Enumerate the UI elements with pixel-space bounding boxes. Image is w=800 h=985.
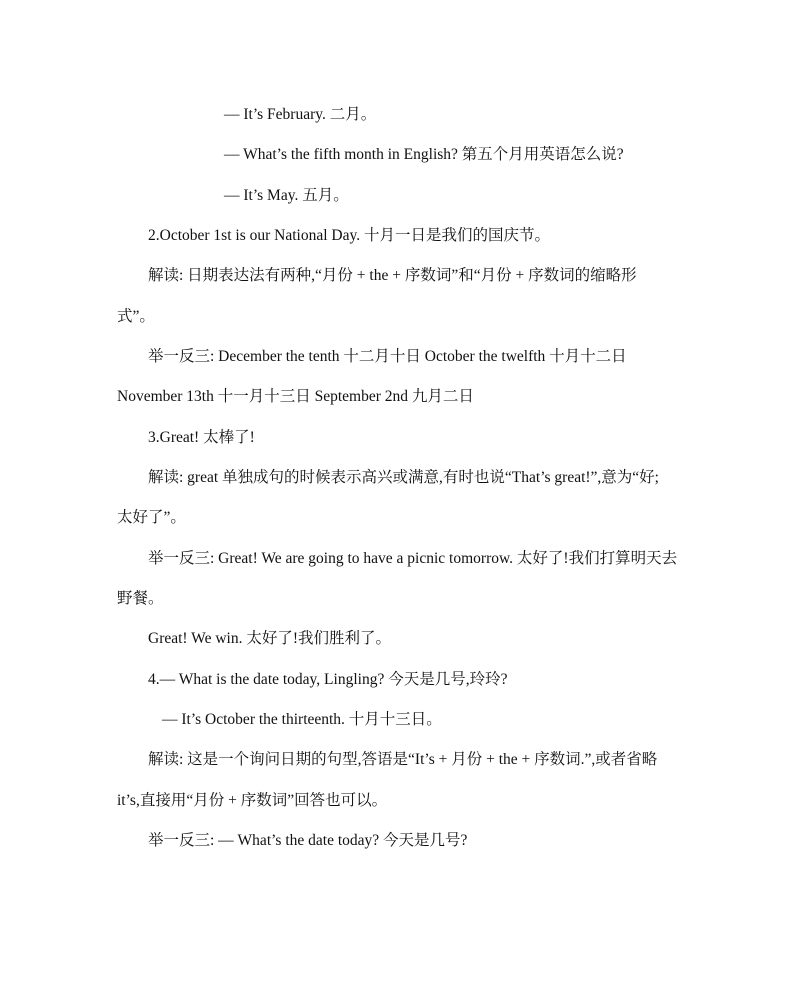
- example-text-continued: 野餐。: [117, 590, 164, 607]
- example-text: 举一反三: Great! We are going to have a picnic tomorrow. 太好了!我们打算明天去: [148, 550, 678, 567]
- explanation-text: 解读: 日期表达法有两种,“月份 + the + 序数词”和“月份 + 序数词的缩略形: [148, 267, 637, 284]
- dialogue-line: — What’s the fifth month in English? 第五个月用英语怎么说?: [224, 146, 624, 163]
- explanation-text-continued: 式”。: [117, 308, 155, 325]
- dialogue-line: — It’s February. 二月。: [224, 106, 377, 123]
- example-text: 举一反三: December the tenth 十二月十日 October the twelfth 十月十二日: [148, 348, 627, 365]
- numbered-item-heading: 3.Great! 太棒了!: [148, 429, 255, 446]
- explanation-text-continued: it’s,直接用“月份 + 序数词”回答也可以。: [117, 792, 388, 809]
- dialogue-line: — It’s October the thirteenth. 十月十三日。: [162, 711, 442, 728]
- numbered-item-heading: 4.— What is the date today, Lingling? 今天是几号,玲玲?: [148, 671, 508, 688]
- explanation-text: 解读: great 单独成句的时候表示高兴或满意,有时也说“That’s great!”,意为“好;: [148, 469, 659, 486]
- numbered-item-heading: 2.October 1st is our National Day. 十月一日是我们的国庆节。: [148, 227, 550, 244]
- example-text: 举一反三: — What’s the date today? 今天是几号?: [148, 832, 468, 849]
- explanation-text: 解读: 这是一个询问日期的句型,答语是“It’s + 月份 + the + 序数词.”,或者省略: [148, 751, 658, 768]
- explanation-text-continued: 太好了”。: [117, 509, 186, 526]
- example-text-continued: November 13th 十一月十三日 September 2nd 九月二日: [117, 388, 474, 405]
- example-text: Great! We win. 太好了!我们胜利了。: [148, 630, 391, 647]
- dialogue-line: — It’s May. 五月。: [224, 187, 349, 204]
